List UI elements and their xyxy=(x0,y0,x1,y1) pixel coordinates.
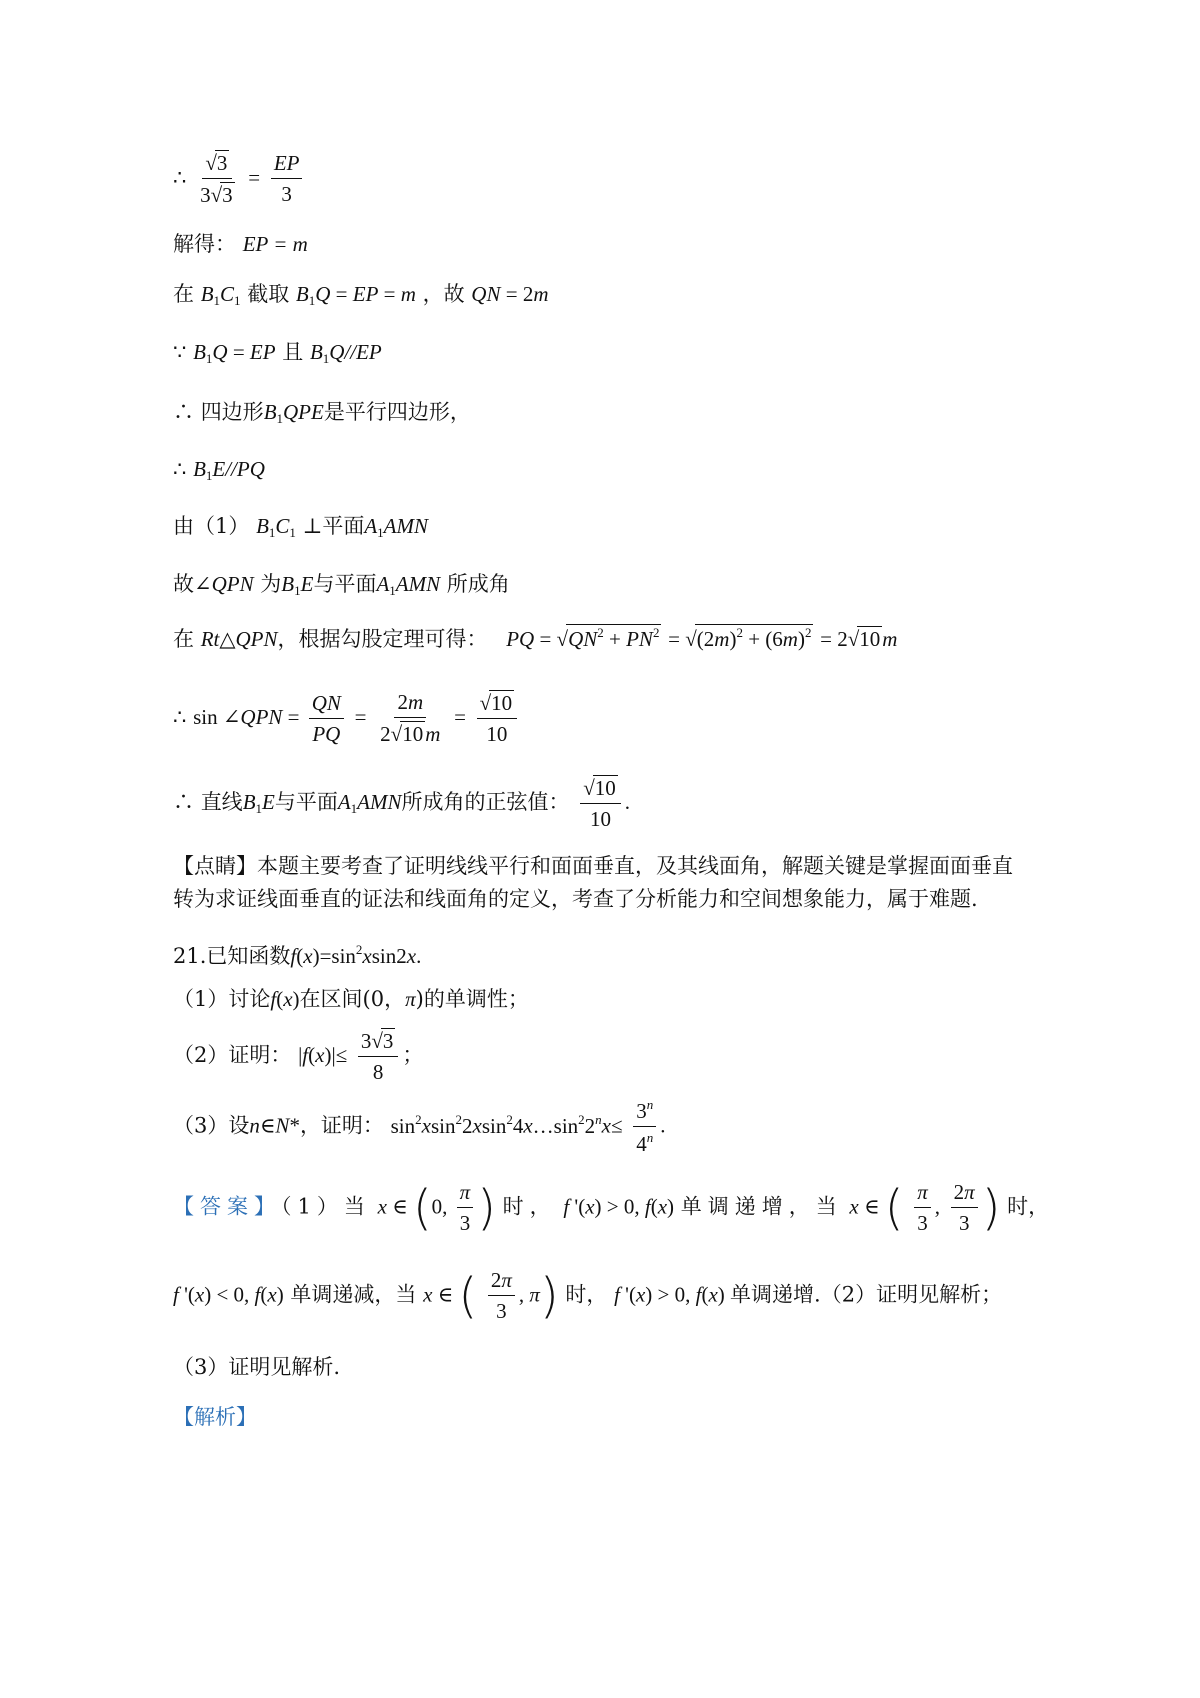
fraction-qn-pq: $\frac{QN}{PQ}$ xyxy=(309,691,344,747)
therefore-symbol: ∴ xyxy=(173,165,187,190)
fraction-answer: $\frac{√10}{10}$ xyxy=(580,775,621,832)
analysis-tag: 【解析】 xyxy=(173,1405,257,1429)
answer-tag: 【答案】 xyxy=(173,1194,281,1219)
problem-21-part3: （3）设n∈N*，证明： $\sin^2xsin^22xsin^24x\dots\sin^22^nx\le$ $\frac{3^n}{4^n}$ . xyxy=(173,1097,666,1157)
sine-line: ∴ sin ∠QPN = $\frac{QN}{PQ}$ = $\frac{2m}{2√10m}$ = $\frac{√10}{10}$ xyxy=(173,690,521,747)
conclusion-line: ∴ 直线$B_1E$与平面$A_1AMN$所成角的正弦值： $\frac{√10}{10}$ . xyxy=(173,776,630,832)
comment-tag: 【点睛】 xyxy=(173,854,257,878)
answer-line-2: f '(x) < 0, f(x) 单调递减，当 x ∈ ( $\frac{2\pi}{3}$ , π) 时， f '(x) > 0, f(x) 单调递增.（2）证明见解析； xyxy=(173,1268,1003,1325)
comment-paragraph: 【点睛】本题主要考查了证明线线平行和面面垂直，及其线面角，解题关键是掌握面面垂直 转为求证线面垂直的证法和线面角的定义，考查了分析能力和空间想象能力，属于难题. xyxy=(173,854,1013,911)
solve-line: 解得： EP = m xyxy=(173,232,308,256)
fraction-sqrt10: $\frac{√10}{10}$ xyxy=(477,690,518,747)
parallelogram-line: ∴ 四边形$B_1QPE$是平行四边形， xyxy=(173,400,471,426)
angle-line: 故∠QPN 为$B_1E$与平面$A_1AMN$ 所成角 xyxy=(173,572,510,598)
fraction-ep-3: $\frac{EP}{3}$ xyxy=(271,151,303,207)
ratio-line: ∴ $\frac{√3}{3√3}$ = $\frac{EP}{3}$ xyxy=(173,150,306,208)
fraction-2m: $\frac{2m}{2√10m}$ xyxy=(380,690,441,747)
fraction-3sqrt3-8: $\frac{3√3}{8}$ xyxy=(358,1028,399,1085)
answer-line-1: 【答案】（1）当 x ∈ (0, $\frac{\pi}{3}$ ) 时， f '(x) > 0, f(x) 单调递增，当 x ∈ ( $\frac{\pi}{3}$ , $\frac{2\pi}{3}$ ) 时， xyxy=(173,1180,1050,1237)
because-line: ∵ $B_1Q$ = EP 且 $B_1Q//EP$ xyxy=(173,340,382,366)
parallel-line: ∴ $B_1E//PQ$ xyxy=(173,457,265,483)
fraction-sqrt3: $\frac{√3}{3√3}$ xyxy=(200,151,233,208)
problem-21-part2: （2）证明： |f(x)|≤ $\frac{3√3}{8}$ ； xyxy=(173,1029,424,1085)
fraction-3n-4n: $\frac{3^n}{4^n}$ xyxy=(633,1097,656,1157)
pythagoras-line: 在 Rt△QPN，根据勾股定理可得： PQ = $√QN^2 + PN^2 = √(2m)^2 + (6m)^2 = 2√10m$ xyxy=(173,625,898,651)
problem-21-part1: （1）讨论f(x)在区间(0，π)的单调性； xyxy=(173,987,529,1011)
cut-line: 在 $B_1C_1$ 截取 $B_1Q$ = EP = m ，故 QN = 2m xyxy=(173,282,549,308)
problem-21-stem: 21.已知函数$f(x)=\sin^2xsin2x$. xyxy=(173,942,422,968)
perpendicular-line: 由（1） $B_1C_1$ ⊥平面$A_1AMN$ xyxy=(173,514,428,540)
answer-line-3: （3）证明见解析. xyxy=(173,1355,341,1379)
